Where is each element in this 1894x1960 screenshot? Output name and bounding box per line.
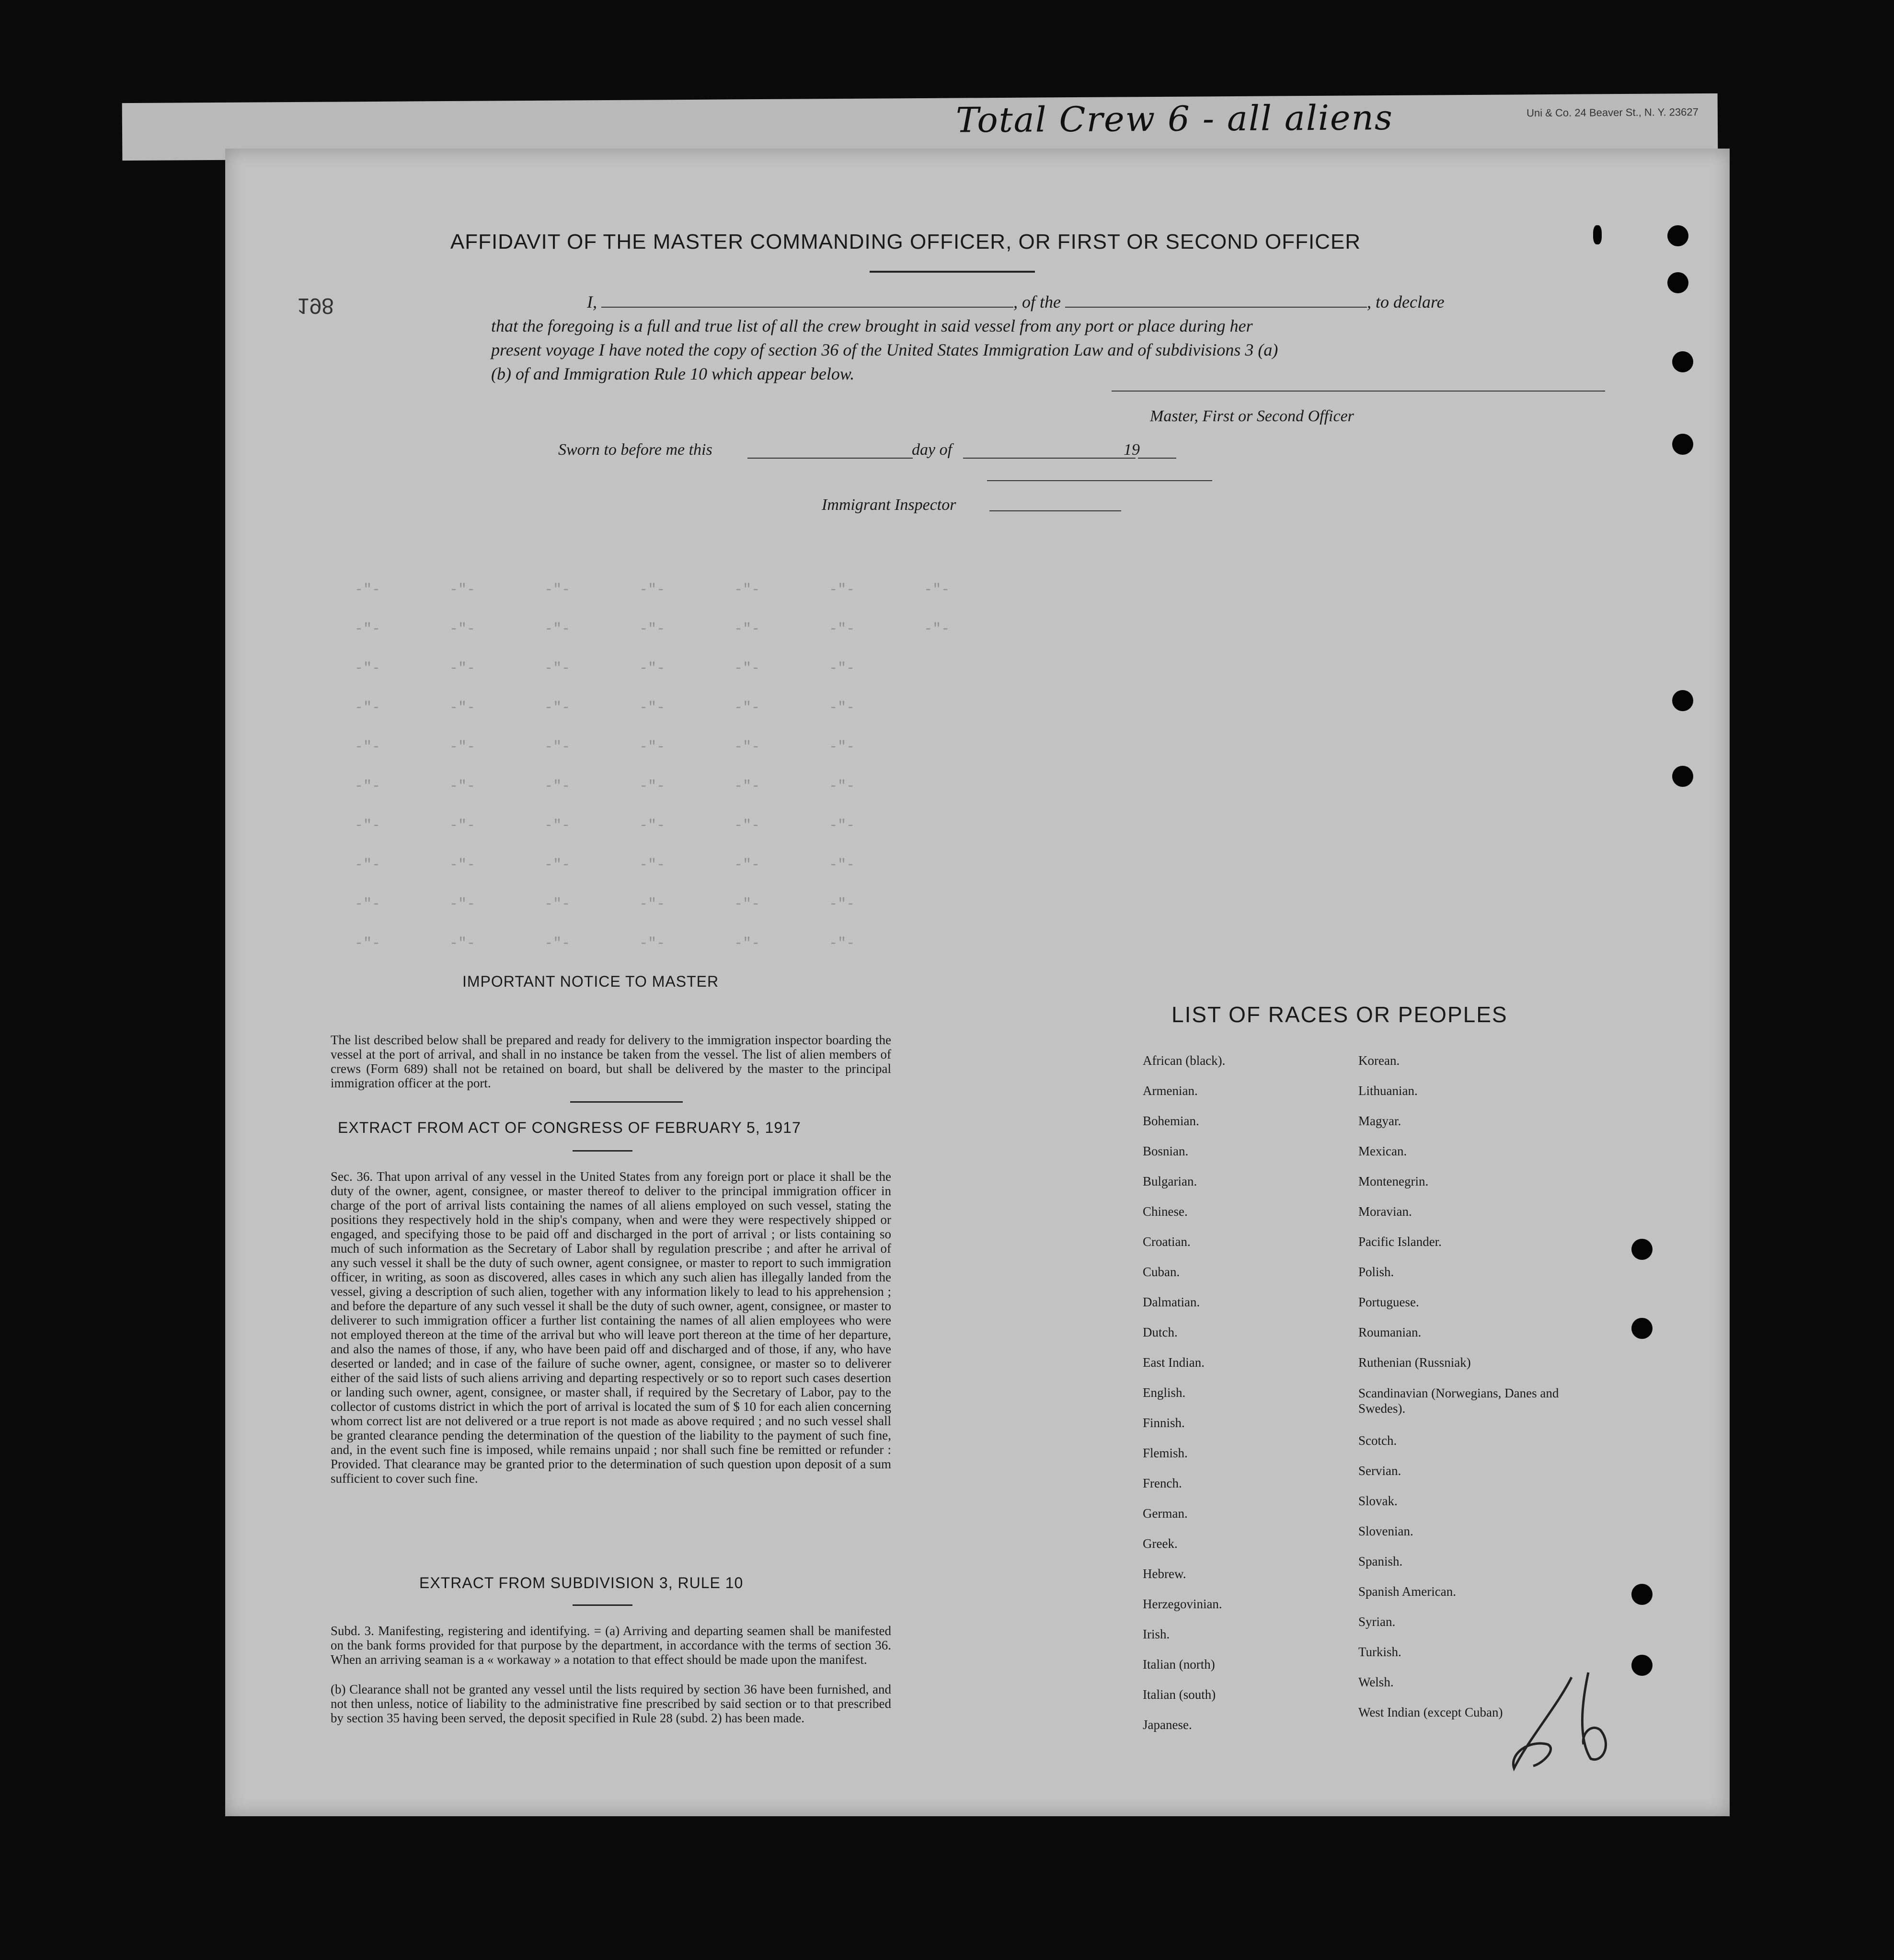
master-signature-line[interactable] — [1112, 391, 1605, 392]
race-item: Bulgarian. — [1143, 1174, 1197, 1188]
race-item: Herzegovinian. — [1143, 1597, 1222, 1611]
race-item: Welsh. — [1358, 1675, 1394, 1689]
race-item: Polish. — [1358, 1265, 1394, 1279]
race-item: Irish. — [1143, 1627, 1170, 1641]
race-item: Pacific Islander. — [1358, 1234, 1442, 1249]
race-item: Italian (north) — [1143, 1657, 1215, 1672]
race-item: Cuban. — [1143, 1265, 1180, 1279]
extract-rule-rule — [573, 1604, 632, 1606]
punch-hole — [1631, 1655, 1653, 1676]
race-item: Lithuanian. — [1358, 1084, 1418, 1098]
race-item: Ruthenian (Russniak) — [1358, 1355, 1471, 1370]
affidavit-i: I, — [587, 292, 597, 311]
punch-hole — [1593, 225, 1602, 244]
affidavit-line-2: that the foregoing is a full and true list of all the crew brought in said vessel from any port or place during her — [491, 316, 1253, 335]
affidavit-text — [491, 290, 1612, 386]
punch-hole — [1672, 351, 1693, 372]
sworn-year-field[interactable] — [1138, 458, 1176, 459]
inspector-name-field[interactable] — [989, 510, 1121, 511]
affidavit-title: AFFIDAVIT OF THE MASTER COMMANDING OFFICER, OR FIRST OR SECOND OFFICER — [450, 230, 1361, 254]
race-item: Chinese. — [1143, 1204, 1188, 1219]
extract-rule-text-a: Subd. 3. Manifesting, registering and identifying. = (a) Arriving and departing seamen shall be manifested on the bank forms provided for that purpose by the department, in accordance with the terms of section 36. When an arriving seaman is a « workaway » a notation to that effect should be made upon the manifest. — [331, 1624, 891, 1667]
affidavit-page — [225, 149, 1730, 1816]
page-number: 198 — [297, 294, 334, 319]
notice-rule — [570, 1101, 683, 1103]
punch-hole — [1672, 690, 1693, 711]
extract-rule-title: EXTRACT FROM SUBDIVISION 3, RULE 10 — [419, 1574, 744, 1591]
bleed-through-marks: -"- -"- -"- -"- -"- -"- -"- -"- -"- -"- -"- -"- -"- -"- -"- -"- -"- -"- -"- -"- -"- -"- -"- -"- -"- -"- -"- -"- -"- -"- -"- -"- -"- -"- -"- -"- -"- -"- -"- -"- -"- -"- -"- -"- -"- -"- -"- -"- -"- -"- -"- -"- -"- -"- -"- -"- -"- -"- -"- -"- -"- -"- — [355, 582, 950, 952]
notice-text: The list described below shall be prepared and ready for delivery to the immigration inspector boarding the vessel at the port of arrival, and shall in no instance be taken from the vessel. The list of alien members of crews (Form 689) shall not be retained on board, but shall be delivered by the master to the principal immigration officer at the port. — [331, 1033, 891, 1090]
race-item: Greek. — [1143, 1536, 1178, 1551]
race-item: Dutch. — [1143, 1325, 1178, 1339]
race-item: French. — [1143, 1476, 1182, 1490]
affidavit-line-1 — [491, 290, 1612, 314]
sworn-label: Sworn to before me this — [558, 441, 712, 459]
punch-hole — [1631, 1318, 1653, 1339]
race-item: Syrian. — [1358, 1614, 1396, 1629]
race-item: Roumanian. — [1358, 1325, 1422, 1339]
race-item: English. — [1143, 1385, 1186, 1400]
punch-hole — [1631, 1239, 1653, 1260]
race-item: Moravian. — [1358, 1204, 1412, 1219]
affidavit-line-4: (b) of and Immigration Rule 10 which appear below. — [491, 364, 855, 383]
race-item: Flemish. — [1143, 1446, 1188, 1460]
race-item: Hebrew. — [1143, 1567, 1186, 1581]
race-item: Croatian. — [1143, 1234, 1191, 1249]
race-item: Portuguese. — [1358, 1295, 1419, 1309]
extract-act-title: EXTRACT FROM ACT OF CONGRESS OF FEBRUARY 5, 1917 — [338, 1119, 801, 1136]
handwritten-initials — [1500, 1668, 1615, 1773]
sworn-month-field[interactable] — [963, 458, 1136, 459]
race-item: Italian (south) — [1143, 1687, 1216, 1702]
sworn-day-field[interactable] — [747, 458, 913, 459]
race-item: Dalmatian. — [1143, 1295, 1200, 1309]
races-title: LIST OF RACES OR PEOPLES — [1171, 1002, 1508, 1027]
race-item: Servian. — [1358, 1464, 1401, 1478]
races-right-column — [1358, 1053, 1560, 1735]
vessel-name-field[interactable] — [1065, 292, 1367, 308]
affidavit-line-3: present voyage I have noted the copy of section 36 of the United States Immigration Law and of subdivisions 3 (a) — [491, 340, 1278, 359]
extract-act-text: Sec. 36. That upon arrival of any vessel in the United States from any foreign port or place it shall be the duty of the owner, agent, consignee, or master thereof to deliver to the principal immigration officer in charge of the port of arrival lists containing the names of all aliens employed on such vessel, stating the positions they respectively hold in the ship's company, when and were they were respectively shipped or engaged, and specifying those to be paid off and discharged in the port of arrival ; or lists containing so much of such information as the Secretary of Labor shall by regulation prescribe ; and after he arrival of any such vessel it shall be the duty of such owner, agent consignee, or master to report to such immigration officer, in writing, as soon as discovered, alles cases in which any such alien has illegally landed from the vessel, giving a description of such alien, together with any information likely to lead to his apprehension ; and before the departure of any such vessel it shall be the duty of such owner, agent, consignee, or master to deliverer to such immigration officer a further list containing the names of all alien employees who were not employed thereon at the time of the arrival but who will leave port thereon at the time of her departure, and also the names of those, if any, who have been paid off and discharged and of those, if any, who have deserted or landed; and in case of the failure of suche owner, agent, consignee, or master so to deliverer either of the said lists of such aliens arriving and departing respectively or so to report such cases desertion or landing such owner, agent, consignee, or master shall, if required by the Secretary of Labor, pay to the collector of customs district in which the port of arrival is located the sum of $ 10 for each alien concerning whom correct list are not delivered or a true report is not made as above required ; and no such vessel shall be granted clearance pending the determination of the question of the liability to the payment of such fine, and, in the event such fine is imposed, while remains unpaid ; nor shall such fine be remitted or refunder : Provided. That clearance may be granted prior to the determination of such question upon deposit of a sum sufficient to cover such fine. — [331, 1169, 891, 1486]
punch-hole — [1667, 272, 1688, 293]
race-item: Armenian. — [1143, 1084, 1198, 1098]
extract-rule-text-b: (b) Clearance shall not be granted any vessel until the lists required by section 36 have been furnished, and not then unless, notice of liability to the administrative fine prescribed by said section or to that prescribed by section 35 having been served, the deposit specified in Rule 28 (subd. 2) has been made. — [331, 1682, 891, 1725]
master-label: Master, First or Second Officer — [1150, 407, 1354, 425]
extract-act-rule — [573, 1150, 632, 1152]
handwritten-note: Total Crew 6 - all aliens — [955, 97, 1394, 140]
punch-hole — [1631, 1584, 1653, 1605]
race-item: Turkish. — [1358, 1645, 1401, 1659]
punch-hole — [1672, 434, 1693, 455]
races-left-column — [1143, 1053, 1344, 1748]
race-item: Finnish. — [1143, 1416, 1185, 1430]
day-of-label: day of — [912, 441, 953, 459]
race-item: Spanish American. — [1358, 1584, 1456, 1599]
race-item: Slovenian. — [1358, 1524, 1413, 1538]
punch-hole — [1672, 766, 1693, 787]
race-item: Montenegrin. — [1358, 1174, 1429, 1188]
race-item: East Indian. — [1143, 1355, 1205, 1370]
race-item: West Indian (except Cuban) — [1358, 1705, 1503, 1719]
inspector-label: Immigrant Inspector — [822, 496, 956, 514]
affidavit-of-the: , of the — [1013, 292, 1061, 311]
race-item: Japanese. — [1143, 1718, 1192, 1732]
year-prefix: 19 — [1124, 441, 1140, 459]
race-item: Slovak. — [1358, 1494, 1398, 1508]
inspector-signature-line[interactable] — [987, 480, 1212, 481]
race-item: Scotch. — [1358, 1433, 1397, 1448]
punch-hole — [1667, 225, 1688, 246]
race-item: African (black). — [1143, 1053, 1226, 1068]
notice-title: IMPORTANT NOTICE TO MASTER — [462, 973, 719, 990]
race-item: German. — [1143, 1506, 1188, 1521]
race-item: Spanish. — [1358, 1554, 1403, 1568]
race-item: Mexican. — [1358, 1144, 1407, 1158]
title-rule — [870, 271, 1035, 273]
master-name-field[interactable] — [601, 292, 1013, 308]
race-item: Scandinavian (Norwegians, Danes and Swedes). — [1358, 1386, 1559, 1416]
race-item: Bosnian. — [1143, 1144, 1189, 1158]
affidavit-to-declare: , to declare — [1366, 292, 1445, 311]
race-item: Korean. — [1358, 1053, 1400, 1068]
race-item: Bohemian. — [1143, 1114, 1199, 1128]
race-item: Magyar. — [1358, 1114, 1401, 1128]
printer-imprint: Uni & Co. 24 Beaver St., N. Y. 23627 — [1527, 106, 1699, 119]
